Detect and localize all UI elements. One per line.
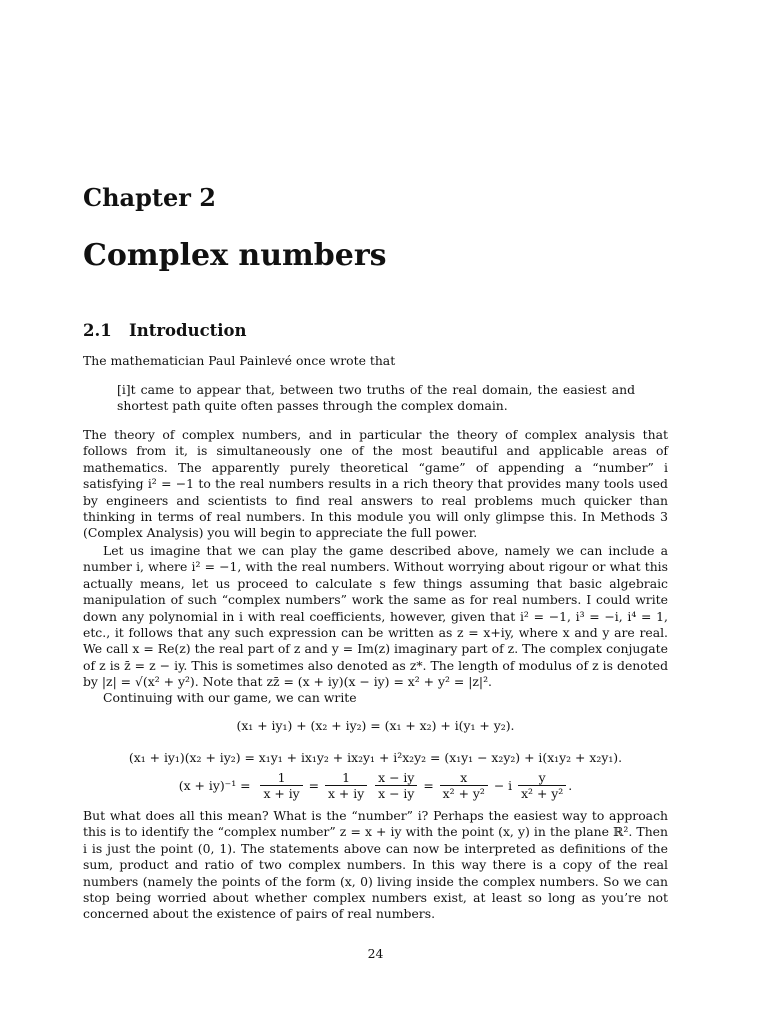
chapter-label: Chapter 2 (83, 183, 216, 212)
eq3-fraction-5: $\frac{y}{\text{x² + y²}}$ (518, 770, 566, 801)
eq3-minus-i: − i (493, 778, 513, 793)
section-heading (83, 321, 247, 340)
eq3-fraction-1: $\frac{1}{x + iy}$ (260, 770, 302, 801)
paragraph-2: Let us imagine that we can play the game described above, namely we can include a number i, where i² = −1, with the real numbers. Without worrying about rigour or what this actually means, let us proceed to calculate s few things assuming that basic algebraic manipulation of such “complex numbers” work the same as for real numbers. I could write down any polynomial in i with real coefficients, however, given that i² = −1, i³ = −i, i⁴ = 1, etc., it follows that any such expression can be written as z = x+iy, where x and y are real. We call x = Re(z) the real part of z and y = Im(z) imaginary part of z. The complex conjugate of z is z̄ = z − iy. This is sometimes also denoted as z*. The length of modulus of z is denoted by |z| = √(x² + y²). Note that zz̄ = (x + iy)(x − iy) = x² + y² = |z|². (83, 543, 668, 690)
eq3-period: . (568, 778, 573, 793)
eq3-fraction-2: $\frac{1}{x + iy}$ (325, 770, 367, 801)
eq3-fraction-4: $\frac{x}{\text{x² + y²}}$ (440, 770, 488, 801)
paragraph-4: But what does all this mean? What is the “number” i? Perhaps the easiest way to approach this is to identify the “complex number” z = x + iy with the point (x, y) in the plane ℝ². Then i is just the point (0, 1). The statements above can now be interpreted as definitions of the sum, product and ratio of two complex numbers. In this way there is a copy of the real numbers (namely the points of the form (x, 0) living inside the complex numbers. So we can stop being worried about whether complex numbers exist, at least so long as you’re not concerned about the existence of pairs of real numbers. (83, 808, 668, 922)
paragraph-3: Continuing with our game, we can write (103, 690, 357, 705)
eq3-lhs: (x + iy)⁻¹ = (178, 778, 251, 793)
equation-inverse (83, 770, 668, 804)
equation-sum: (x₁ + iy₁) + (x₂ + iy₂) = (x₁ + x₂) + i(y₁ + y₂). (236, 718, 515, 733)
page-number: 24 (367, 946, 384, 961)
block-quote: [i]t came to appear that, between two truths of the real domain, the easiest and shortest path quite often passes through the complex domain. (117, 382, 635, 414)
eq3-equals-a: = (308, 778, 320, 793)
eq3-equals-b: = (423, 778, 434, 793)
chapter-title: Complex numbers (83, 238, 387, 273)
intro-paragraph: The mathematician Paul Painlevé once wrote that (83, 353, 396, 368)
paragraph-1: The theory of complex numbers, and in particular the theory of complex analysis that follows from it, is simultaneously one of the most beautiful and applicable areas of mathematics. The apparently purely theoretical “game” of appending a “number” i satisfying i² = −1 to the real numbers results in a rich theory that provides many tools used by engineers and scientists to find real answers to real problems much quicker than thinking in terms of real numbers. In this module you will only glimpse this. In Methods 3 (Complex Analysis) you will begin to appreciate the full power. (83, 427, 668, 541)
equation-product: (x₁ + iy₁)(x₂ + iy₂) = x₁y₁ + ix₁y₂ + ix₂y₁ + i²x₂y₂ = (x₁y₁ − x₂y₂) + i(x₁y₂ + x₂y₁). (128, 750, 623, 765)
section-number: 2.1 (83, 321, 112, 340)
eq3-fraction-3: $\frac{x - iy}{x - iy}$ (375, 770, 417, 801)
section-title: Introduction (129, 321, 247, 340)
